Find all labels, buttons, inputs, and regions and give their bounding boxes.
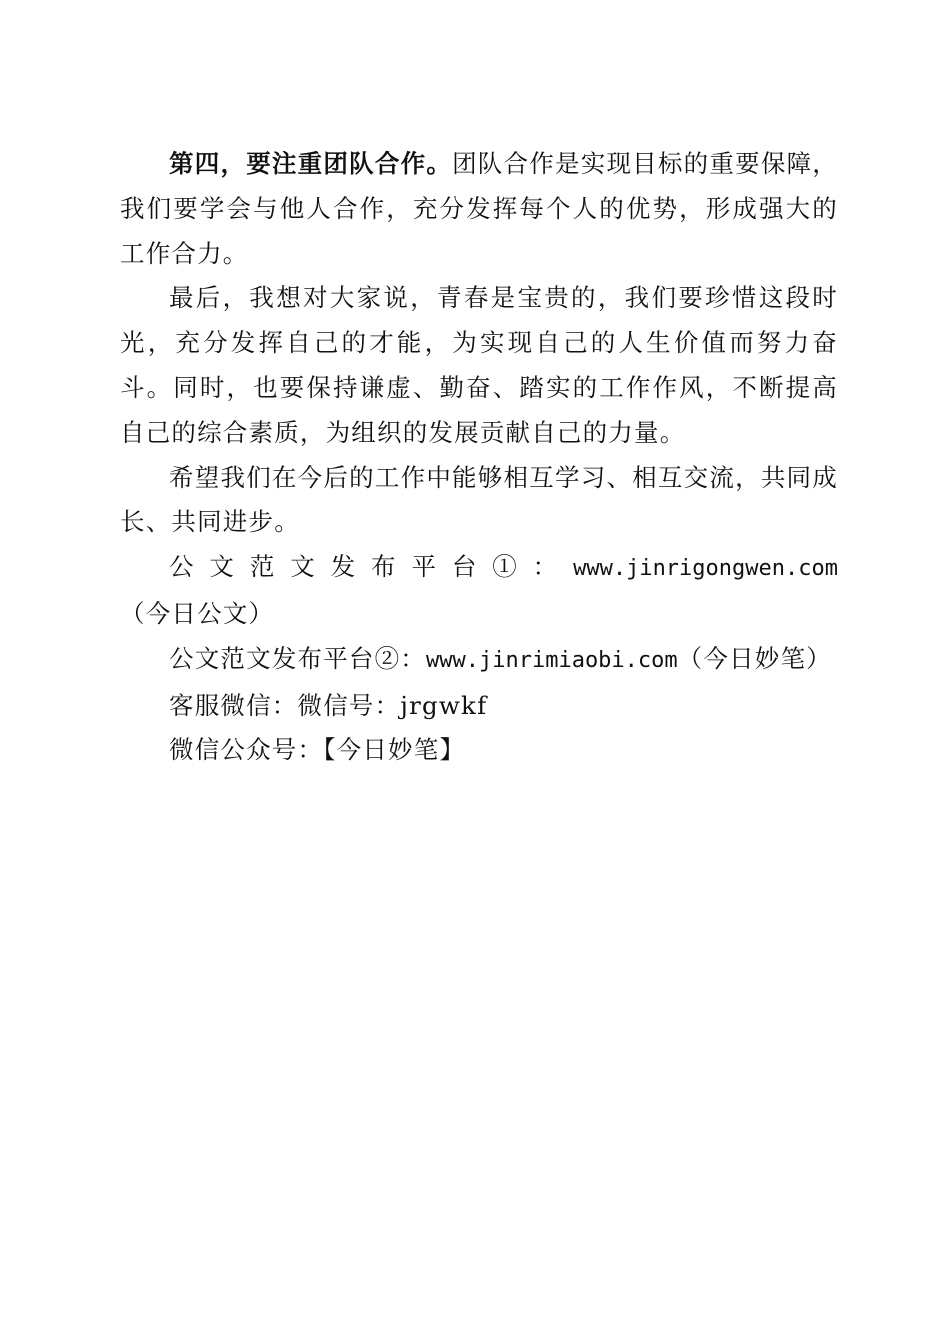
paragraph-text: 团队合作是实现目标的重要保障，我们要学会与他人合作，充分发挥每个人的优势，形成强大的工作合力。 xyxy=(120,149,839,268)
footer-wechat-service: 客服微信：微信号：jrgwkf xyxy=(169,690,488,720)
footer-platform-2 xyxy=(120,637,838,684)
footer-platform-1 xyxy=(120,545,838,637)
paragraph-text: 希望我们在今后的工作中能够相互学习、相互交流，共同成长、共同进步。 xyxy=(120,462,838,537)
platform-2-url: www.jinrimiaobi.com xyxy=(426,647,678,673)
platform-1-name: （今日公文） xyxy=(120,598,275,628)
paragraph-conclusion xyxy=(120,276,838,455)
platform-2-name: （今日妙笔） xyxy=(677,643,832,673)
paragraph-lead: 第四，要注重团队合作。 xyxy=(169,149,453,178)
paragraph-text: 最后，我想对大家说，青春是宝贵的，我们要珍惜这段时光，充分发挥自己的才能，为实现自己的人生价值而努力奋斗。同时，也要保持谦虚、勤奋、踏实的工作作风，不断提高自己的综合素质，为组织的发展贡献自己的力量。 xyxy=(120,283,838,447)
platform-1-url: www.jinrigongwen.com xyxy=(573,556,838,582)
document-body xyxy=(120,142,838,773)
footer-wechat-public: 微信公众号：【今日妙笔】 xyxy=(169,735,466,765)
paragraph-teamwork xyxy=(120,142,838,276)
platform-1-label: 公文范文发布平台①： xyxy=(169,552,574,582)
paragraph-hope xyxy=(120,456,838,546)
platform-2-label: 公文范文发布平台②： xyxy=(169,643,426,673)
